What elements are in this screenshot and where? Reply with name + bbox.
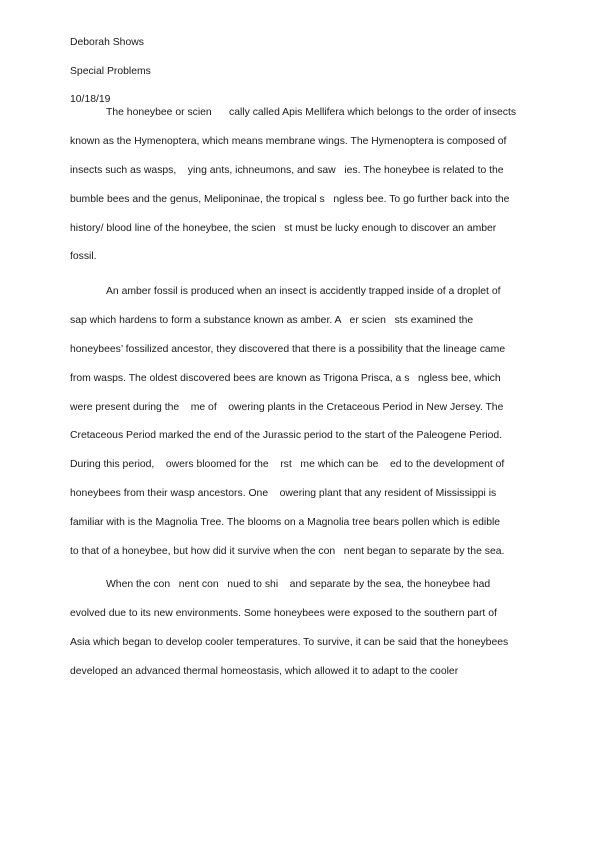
paragraph-3 — [70, 578, 540, 694]
paragraph-line: honeybees’ fossilized ancestor, they discovered that there is a possibility that the lineage came — [70, 343, 506, 355]
paragraph-line: developed an advanced thermal homeostasis, which allowed it to adapt to the cooler — [70, 665, 459, 677]
paragraph-line: to that of a honeybee, but how did it survive when the con nent began to separate by the sea. — [70, 546, 505, 558]
date-line: 10/18/19 — [70, 94, 111, 105]
paragraph-line: evolved due to its new environments. Some honeybees were exposed to the southern part of — [70, 607, 497, 619]
paragraph-line: fossil. — [70, 251, 97, 263]
paragraph-line: sap which hardens to form a substance known as amber. A er scien sts examined the — [70, 314, 474, 326]
paragraph-line: were present during the me of owering plants in the Cretaceous Period in New Jersey. The — [70, 401, 504, 413]
paragraph-line: history/ blood line of the honeybee, the scien st must be lucky enough to discover an amber — [70, 222, 497, 234]
paragraph-2 — [70, 285, 540, 574]
paragraph-line: familiar with is the Magnolia Tree. The blooms on a Magnolia tree bears pollen which is edible — [70, 517, 501, 529]
paragraph-line: An amber fossil is produced when an insect is accidently trapped inside of a droplet of — [106, 286, 501, 297]
paragraph-1 — [70, 106, 540, 279]
paragraph-line: bumble bees and the genus, Meliponinae, the tropical s ngless bee. To go further back into the — [70, 193, 510, 205]
paragraph-line: insects such as wasps, ying ants, ichneumons, and saw ies. The honeybee is related to the — [70, 164, 504, 176]
paragraph-line: known as the Hymenoptera, which means membrane wings. The Hymenoptera is composed of — [70, 135, 507, 147]
paragraph-line: The honeybee or scien cally called Apis Mellifera which belongs to the order of insects — [106, 107, 517, 118]
course-name: Special Problems — [70, 66, 151, 77]
paragraph-line: from wasps. The oldest discovered bees are known as Trigona Prisca, a s ngless bee, which — [70, 372, 501, 384]
author-name: Deborah Shows — [70, 37, 144, 48]
paragraph-line: honeybees from their wasp ancestors. One owering plant that any resident of Mississippi is — [70, 488, 497, 500]
paragraph-line: During this period, owers bloomed for the rst me which can be ed to the development of — [70, 459, 505, 471]
paragraph-line: When the con nent con nued to shi and separate by the sea, the honeybee had — [106, 579, 491, 590]
paragraph-line: Cretaceous Period marked the end of the Jurassic period to the start of the Paleogene Period. — [70, 430, 503, 442]
paragraph-line: Asia which began to develop cooler temperatures. To survive, it can be said that the honeybees — [70, 636, 509, 648]
